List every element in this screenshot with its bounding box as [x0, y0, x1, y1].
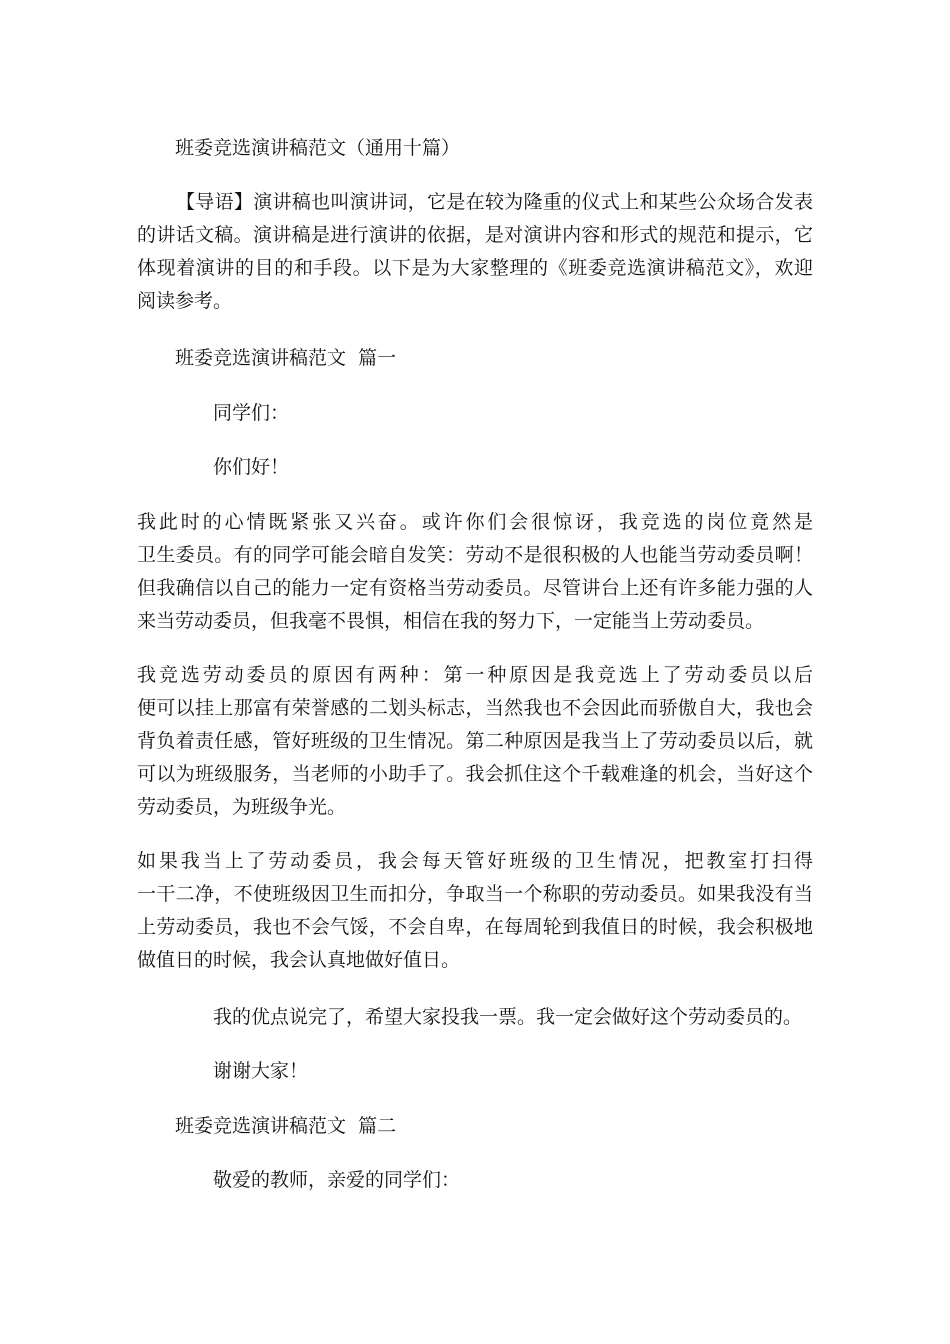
greeting: 敬爱的教师，亲爱的同学们：	[213, 1169, 461, 1191]
paragraph-line: 但我确信以自己的能力一定有资格当劳动委员。尽管讲台上还有许多能力强的人	[137, 577, 813, 599]
greeting: 同学们：	[213, 402, 290, 424]
paragraph-line: 便可以挂上那富有荣誉感的二划头标志，当然我也不会因此而骄傲自大，我也会	[137, 697, 813, 719]
intro-line: 的讲话文稿。演讲稿是进行演讲的依据，是对演讲内容和形式的规范和提示，它	[137, 224, 813, 246]
paragraph	[137, 845, 813, 977]
paragraph	[137, 659, 813, 824]
closing-line: 我的优点说完了，希望大家投我一票。我一定会做好这个劳动委员的。	[213, 1006, 803, 1028]
paragraph-line: 如果我当上了劳动委员，我会每天管好班级的卫生情况，把教室打扫得	[137, 850, 813, 872]
paragraph-line: 来当劳动委员，但我毫不畏惧，相信在我的努力下，一定能当上劳动委员。	[137, 610, 765, 632]
intro-line: 体现着演讲的目的和手段。以下是为大家整理的《班委竞选演讲稿范文》，欢迎	[137, 257, 813, 279]
paragraph-line: 做值日的时候，我会认真地做好值日。	[137, 949, 461, 971]
section-heading: 班委竞选演讲稿范文 篇二	[175, 1115, 397, 1137]
paragraph-line: 背负着责任感，管好班级的卫生情况。第二种原因是我当上了劳动委员以后，就	[137, 730, 813, 752]
paragraph	[137, 506, 813, 638]
paragraph-line: 可以为班级服务，当老师的小助手了。我会抓住这个千载难逢的机会，当好这个	[137, 763, 813, 785]
document-title: 班委竞选演讲稿范文（通用十篇）	[175, 137, 461, 159]
intro-paragraph	[137, 186, 813, 318]
intro-line: 阅读参考。	[137, 290, 233, 312]
paragraph-line: 一干二净，不使班级因卫生而扣分，争取当一个称职的劳动委员。如果我没有当	[137, 883, 813, 905]
section-heading: 班委竞选演讲稿范文 篇一	[175, 347, 397, 369]
paragraph-line: 我此时的心情既紧张又兴奋。或许你们会很惊讶，我竞选的岗位竟然是	[137, 511, 813, 533]
paragraph-line: 我竞选劳动委员的原因有两种：第一种原因是我竞选上了劳动委员以后	[137, 664, 813, 686]
paragraph-line: 上劳动委员，我也不会气馁，不会自卑，在每周轮到我值日的时候，我会积极地	[137, 916, 813, 938]
thanks-line: 谢谢大家！	[213, 1060, 309, 1082]
paragraph-line: 劳动委员，为班级争光。	[137, 796, 347, 818]
intro-line: 【导语】演讲稿也叫演讲词，它是在较为隆重的仪式上和某些公众场合发表	[176, 191, 813, 213]
hello-line: 你们好！	[213, 456, 290, 478]
paragraph-line: 卫生委员。有的同学可能会暗自发笑：劳动不是很积极的人也能当劳动委员啊！	[137, 544, 813, 566]
